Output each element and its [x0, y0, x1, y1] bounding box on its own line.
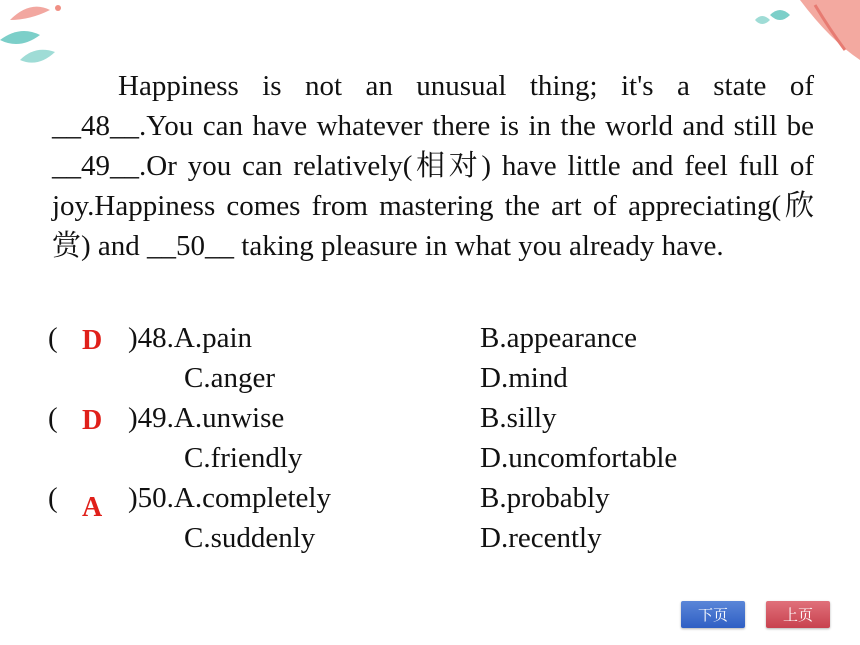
question-48-option-d: D.mind	[480, 362, 568, 394]
reading-passage	[52, 66, 814, 266]
answer-50: A	[82, 492, 103, 523]
question-48-option-a: )48.A.pain	[128, 322, 253, 354]
question-49-option-c: C.friendly	[184, 442, 303, 474]
next-page-button[interactable]: 下页	[681, 601, 745, 628]
answer-paren: (	[48, 482, 58, 514]
passage-text: Happiness is not an unusual thing; it's a state of __48__.You can have whatever there is in the world and still be __49__.Or you can relatively(相对) have little and feel full of joy.Happiness comes from mastering the art of appreciating(欣赏) and __50__ taking pleasure in what you already have.	[52, 70, 814, 262]
question-50-option-b: B.probably	[480, 482, 610, 514]
question-49-option-b: B.silly	[480, 402, 557, 434]
question-50-option-d: D.recently	[480, 522, 602, 554]
previous-page-button[interactable]: 上页	[766, 601, 830, 628]
question-50-option-a: )50.A.completely	[128, 482, 331, 514]
question-48-option-b: B.appearance	[480, 322, 637, 354]
corner-leaf-decoration-right	[720, 0, 860, 70]
answer-paren: (	[48, 322, 58, 354]
question-50-option-c: C.suddenly	[184, 522, 316, 554]
question-49-option-d: D.uncomfortable	[480, 442, 678, 474]
question-49-option-a: )49.A.unwise	[128, 402, 285, 434]
question-48-option-c: C.anger	[184, 362, 275, 394]
answer-49: D	[82, 405, 103, 436]
answer-paren: (	[48, 402, 58, 434]
answer-48: D	[82, 325, 103, 356]
